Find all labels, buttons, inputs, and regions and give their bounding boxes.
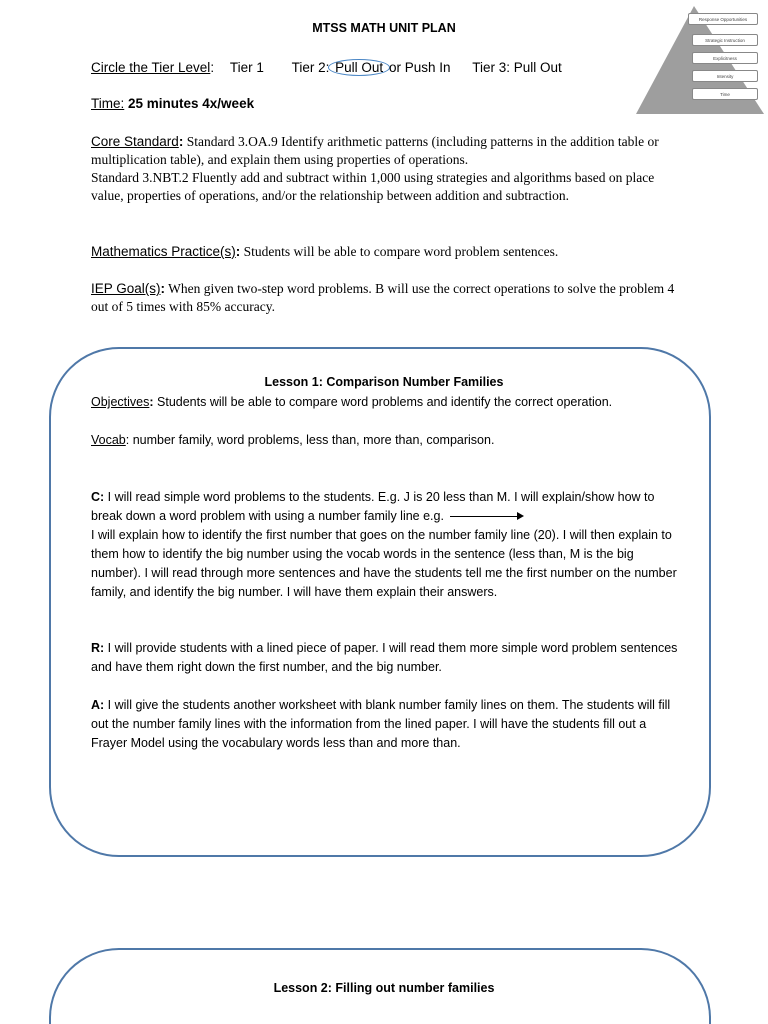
lesson-1-objectives xyxy=(91,393,691,412)
pyramid-label-intensity: Intensity xyxy=(692,70,758,82)
vocab-label: Vocab xyxy=(91,433,126,447)
pyramid-label-strategic-instruction: Strategic Instruction xyxy=(692,34,758,46)
lesson-1-box xyxy=(49,347,711,857)
pyramid-label-explicitness: Explicitness xyxy=(692,52,758,64)
tier-3-option: Tier 3: Pull Out xyxy=(472,60,562,75)
r-step-text: I will provide students with a lined piece of paper. I will read them more simple word problem sentences and have them right down the first number, and the big number. xyxy=(91,641,678,674)
c-step-text-2: I will explain how to identify the first number that goes on the number family line (20). I will then explain to them how to identify the big number using the vocab words in the sentence (less than, M is the big number). I will read through more sentences and have the students tell me the first number on the number family, and identify the big number. I will have them explain their answers. xyxy=(91,528,677,599)
tier-2-circled-option: Pull Out xyxy=(328,59,390,76)
a-step-text: I will give the students another worksheet with blank number family lines on them. The students will fill out the number family lines with the information from the lined paper. I will have the students fill out a Frayer Model using the vocabulary words less than and more than. xyxy=(91,698,671,750)
tier-label-colon: : xyxy=(210,60,215,75)
iep-goal-section xyxy=(91,280,691,316)
vocab-text: : number family, word problems, less than, more than, comparison. xyxy=(125,433,495,447)
time-value: 25 minutes 4x/week xyxy=(128,96,255,111)
math-practice-section xyxy=(91,243,691,261)
core-standard-text-1: Standard 3.OA.9 Identify arithmetic patterns (including patterns in the addition table or multiplication table), and explain them using properties of operations. xyxy=(91,134,659,167)
math-practice-label: Mathematics Practice(s) xyxy=(91,244,236,259)
time-label: Time: xyxy=(91,96,125,111)
lesson-1-r-step xyxy=(91,639,683,677)
core-standard-text-2: Standard 3.NBT.2 Fluently add and subtract within 1,000 using strategies and algorithms based on place value, properties of operations, and/or the relationship between addition and subtraction. xyxy=(91,170,655,203)
tier-2-suffix: or Push In xyxy=(388,60,451,75)
page-title: MTSS MATH UNIT PLAN xyxy=(312,21,456,35)
pyramid-label-response-opportunities: Response Opportunities xyxy=(688,13,758,25)
core-standard-label: Core Standard xyxy=(91,134,179,149)
c-step-label: C: xyxy=(91,490,105,504)
core-standard-section xyxy=(91,133,681,205)
lesson-1-vocab xyxy=(91,431,683,450)
math-practice-colon: : xyxy=(235,244,241,259)
tier-level-row xyxy=(91,59,562,76)
time-row xyxy=(91,96,254,111)
math-practice-text: Students will be able to compare word problem sentences. xyxy=(240,244,559,259)
pyramid-label-time: Time xyxy=(692,88,758,100)
tier-1-option: Tier 1 xyxy=(229,60,264,75)
number-family-line-arrow-icon xyxy=(450,516,522,518)
lesson-1-title: Lesson 1: Comparison Number Families xyxy=(264,375,504,389)
lesson-1-a-step xyxy=(91,696,683,753)
tier-label: Circle the Tier Level xyxy=(91,60,211,75)
iep-goal-label: IEP Goal(s) xyxy=(91,281,161,296)
rti-pyramid-graphic xyxy=(636,4,764,116)
objectives-colon: : xyxy=(149,395,154,409)
lesson-1-c-step xyxy=(91,488,683,602)
r-step-label: R: xyxy=(91,641,105,655)
iep-goal-text: When given two-step word problems. B will use the correct operations to solve the problem 4 out of 5 times with 85% accuracy. xyxy=(91,281,675,314)
tier-2-prefix: Tier 2: xyxy=(291,60,330,75)
iep-goal-colon: : xyxy=(160,281,166,296)
c-step-text-1: I will read simple word problems to the students. E.g. J is 20 less than M. I will explain/show how to break down a word problem with using a number family line e.g. xyxy=(91,490,655,523)
objectives-label: Objectives xyxy=(91,395,150,409)
core-standard-colon: : xyxy=(178,134,184,149)
lesson-2-title: Lesson 2: Filling out number families xyxy=(273,981,495,995)
objectives-text: Students will be able to compare word problems and identify the correct operation. xyxy=(153,395,613,409)
a-step-label: A: xyxy=(91,698,105,712)
